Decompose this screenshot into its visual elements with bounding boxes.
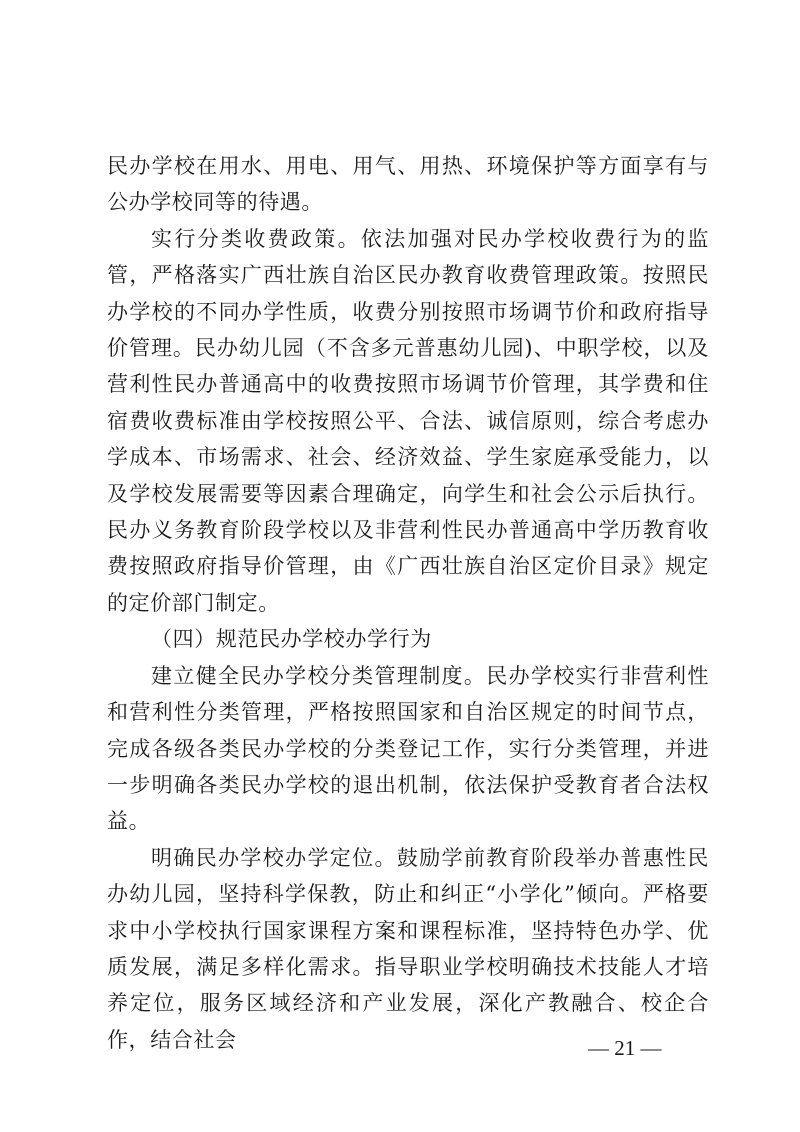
paragraph-facilities-treatment: 民办学校在用水、用电、用气、用热、环境保护等方面享有与公办学校同等的待遇。 <box>107 154 709 215</box>
document-body <box>107 148 709 1058</box>
paragraph-fee-policy: 实行分类收费政策。依法加强对民办学校收费行为的监管，严格落实广西壮族自治区民办教育收费管理政策。按照民办学校的不同办学性质，收费分别按照市场调节价和政府指导价管理。民办幼儿园（不含多元普惠幼儿园)、中职学校，以及营利性民办普通高中的收费按照市场调节价管理，其学费和住宿费收费标准由学校按照公平、合法、诚信原则，综合考虑办学成本、市场需求、社会、经济效益、学生家庭承受能力，以及学校发展需要等因素合理确定，向学生和社会公示后执行。民办义务教育阶段学校以及非营利性民办普通高中学历教育收费按照政府指导价管理，由《广西壮族自治区定价目录》规定的定价部门制定。 <box>107 226 709 615</box>
section-heading-regulate-conduct: （四）规范民办学校办学行为 <box>151 627 432 652</box>
paragraph-classification-management: 建立健全民办学校分类管理制度。民办学校实行非营利性和营利性分类管理，严格按照国家和自治区规定的时间节点，完成各级各类民办学校的分类登记工作，实行分类管理，并进一步明确各类民办学校的退出机制，依法保护受教育者合法权益。 <box>107 663 709 834</box>
page-number: — 21 — <box>588 1036 662 1060</box>
paragraph-school-positioning: 明确民办学校办学定位。鼓励学前教育阶段举办普惠性民办幼儿园，坚持科学保教，防止和纠正“小学化”倾向。严格要求中小学校执行国家课程方案和课程标准，坚持特色办学、优质发展，满足多样化需求。指导职业学校明确技术技能人才培养定位，服务区域经济和产业发展，深化产教融合、校企合作，结合社会 <box>107 845 709 1052</box>
